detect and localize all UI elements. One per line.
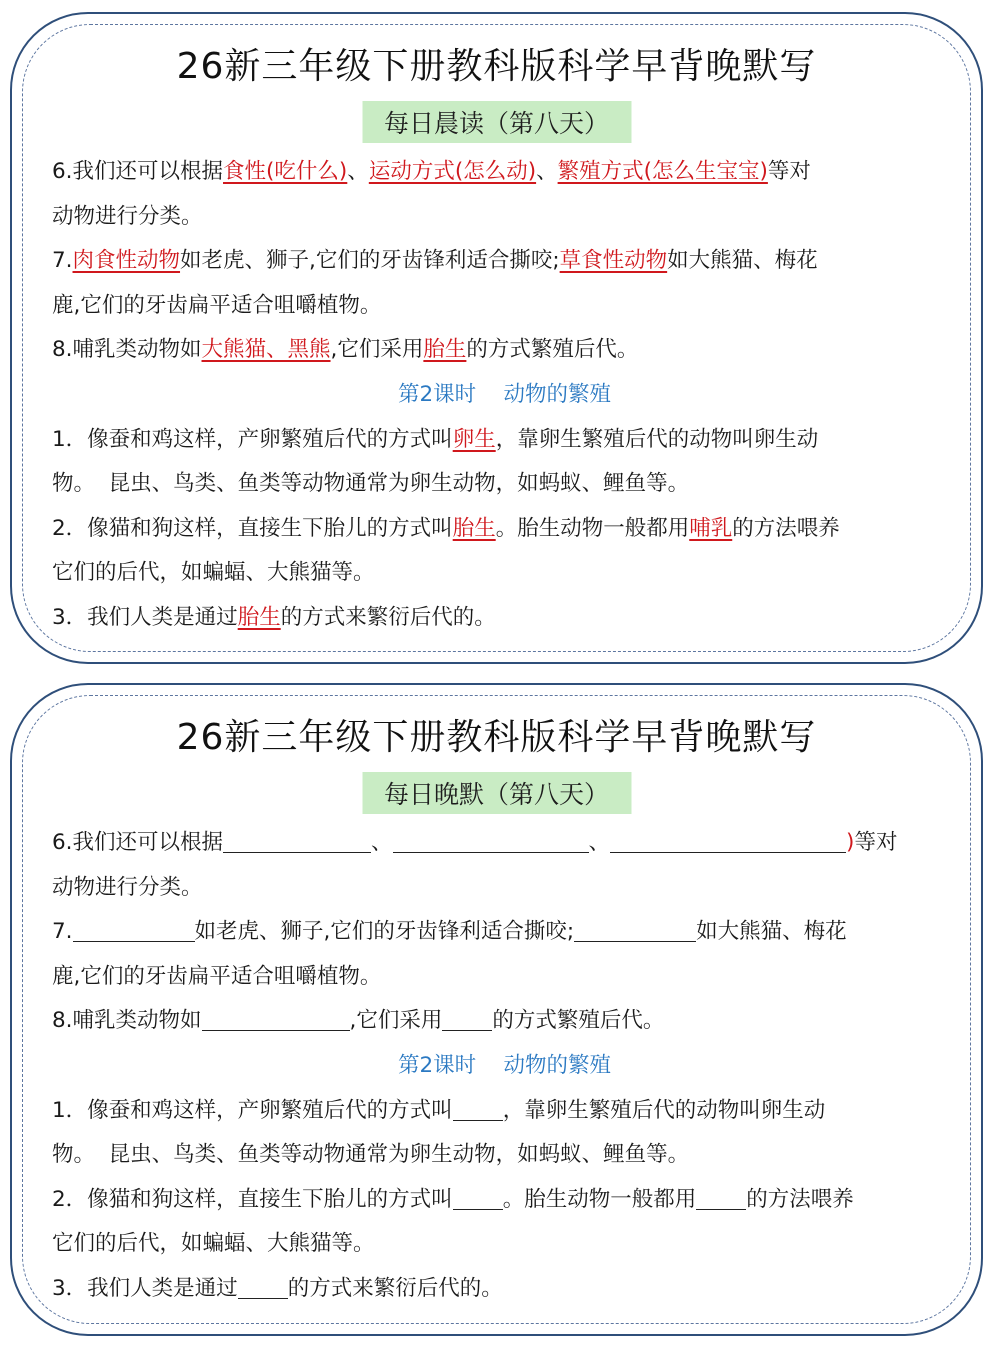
separator: 、	[347, 159, 369, 184]
para-1-line-2: 物。 昆虫、鸟类、鱼类等动物通常为卵生动物，如蚂蚁、鲤鱼等。	[52, 1142, 690, 1168]
blank-herbivore[interactable]	[574, 915, 696, 942]
section-badge: 每日晚默（第八天）	[362, 772, 631, 814]
para-1-line-2: 物。 昆虫、鸟类、鱼类等动物通常为卵生动物，如蚂蚁、鲤鱼等。	[52, 471, 690, 497]
para-2-line-2: 它们的后代，如蝙蝠、大熊猫等。	[52, 560, 375, 586]
text: 7.	[52, 248, 73, 274]
answer-nursing: 哺乳	[689, 515, 733, 541]
blank-mammals[interactable]	[202, 1004, 350, 1031]
blank-viviparous[interactable]	[238, 1272, 288, 1299]
section-badge: 每日晨读（第八天）	[362, 101, 631, 143]
text: 3．我们人类是通过	[52, 604, 238, 630]
answer-mammals: 大熊猫、黑熊	[201, 337, 331, 363]
item-6-line-2: 动物进行分类。	[52, 874, 203, 900]
item-8-line	[52, 999, 957, 1044]
text: 如老虎、狮子,它们的牙齿锋利适合撕咬;	[180, 248, 560, 274]
item-6-line-1	[52, 821, 957, 866]
text: 2．像猫和狗这样，直接生下胎儿的方式叫	[52, 515, 453, 541]
text: 如老虎、狮子,它们的牙齿锋利适合撕咬;	[194, 919, 575, 945]
text: 2．像猫和狗这样，直接生下胎儿的方式叫	[52, 1186, 453, 1212]
blank-carnivore[interactable]	[73, 915, 195, 942]
blank-food[interactable]	[223, 826, 371, 853]
blank-oviparous[interactable]	[453, 1094, 503, 1121]
answer-viviparous: 胎生	[423, 337, 467, 363]
separator: 、	[371, 830, 393, 855]
blank-viviparous[interactable]	[442, 1004, 492, 1031]
answer-food: 食性(吃什么)	[223, 159, 348, 184]
blank-viviparous[interactable]	[453, 1183, 503, 1210]
blank-reproduction[interactable]	[610, 826, 846, 853]
card-body	[52, 821, 957, 1312]
answer-carnivore: 肉食性动物	[72, 248, 181, 274]
text: 等对	[854, 830, 898, 855]
text: 等对	[767, 159, 811, 184]
item-7-line-1	[52, 910, 957, 955]
separator: 、	[536, 159, 558, 184]
blank-nursing[interactable]	[696, 1183, 746, 1210]
card-body	[52, 150, 957, 641]
item-7-line-2: 鹿,它们的牙齿扁平适合咀嚼植物。	[52, 963, 382, 989]
item-6-line-1	[52, 150, 957, 195]
answer-oviparous: 卵生	[452, 426, 496, 452]
answer-reproduction: 繁殖方式(怎么生宝宝)	[557, 159, 768, 184]
para-1-line-1	[52, 1089, 957, 1134]
item-7-line-2: 鹿,它们的牙齿扁平适合咀嚼植物。	[52, 292, 382, 318]
text: ，靠卵生繁殖后代的动物叫卵生动	[495, 426, 819, 452]
closing-paren: )	[846, 830, 855, 855]
para-3-line	[52, 1267, 957, 1312]
text: 如大熊猫、梅花	[696, 919, 847, 945]
text: 的方法喂养	[746, 1186, 854, 1212]
text: 的方式来繁衍后代的。	[280, 604, 496, 630]
text: 1．像蚕和鸡这样，产卵繁殖后代的方式叫	[52, 426, 453, 452]
text: 。胎生动物一般都用	[495, 515, 690, 541]
item-7-line-1	[52, 239, 957, 284]
lesson-heading: 第2课时 动物的繁殖	[397, 1052, 612, 1078]
answer-movement: 运动方式(怎么动)	[368, 159, 537, 184]
text: 7.	[52, 919, 73, 945]
answer-viviparous: 胎生	[452, 515, 496, 541]
item-6-line-2: 动物进行分类。	[52, 203, 203, 229]
item-8-line	[52, 328, 957, 373]
para-3-line	[52, 596, 957, 641]
blank-movement[interactable]	[393, 826, 589, 853]
text: 8.哺乳类动物如	[52, 337, 202, 363]
morning-reading-card	[10, 12, 983, 664]
answer-viviparous: 胎生	[237, 604, 281, 630]
text: 的方法喂养	[732, 515, 840, 541]
text: 1．像蚕和鸡这样，产卵繁殖后代的方式叫	[52, 1097, 453, 1123]
text: 的方式来繁衍后代的。	[287, 1275, 503, 1301]
text: 3．我们人类是通过	[52, 1275, 238, 1301]
text: 的方式繁殖后代。	[466, 337, 639, 363]
para-2-line-2: 它们的后代，如蝙蝠、大熊猫等。	[52, 1231, 375, 1257]
text: ,它们采用	[349, 1008, 443, 1034]
separator: 、	[588, 830, 611, 855]
text: 。胎生动物一般都用	[502, 1186, 697, 1212]
para-2-line-1	[52, 507, 957, 552]
text: 6.我们还可以根据	[52, 159, 224, 184]
text: ,它们采用	[330, 337, 424, 363]
card-title: 26新三年级下册教科版科学早背晚默写	[176, 717, 817, 758]
text: 8.哺乳类动物如	[52, 1008, 202, 1034]
text: 的方式繁殖后代。	[492, 1008, 665, 1034]
para-2-line-1	[52, 1178, 957, 1223]
card-title: 26新三年级下册教科版科学早背晚默写	[176, 46, 817, 87]
lesson-heading: 第2课时 动物的繁殖	[397, 381, 612, 407]
evening-dictation-card	[10, 683, 983, 1336]
text: ，靠卵生繁殖后代的动物叫卵生动	[502, 1097, 826, 1123]
para-1-line-1	[52, 418, 957, 463]
text: 如大熊猫、梅花	[667, 248, 818, 274]
text: 6.我们还可以根据	[52, 830, 224, 855]
answer-herbivore: 草食性动物	[559, 248, 668, 274]
